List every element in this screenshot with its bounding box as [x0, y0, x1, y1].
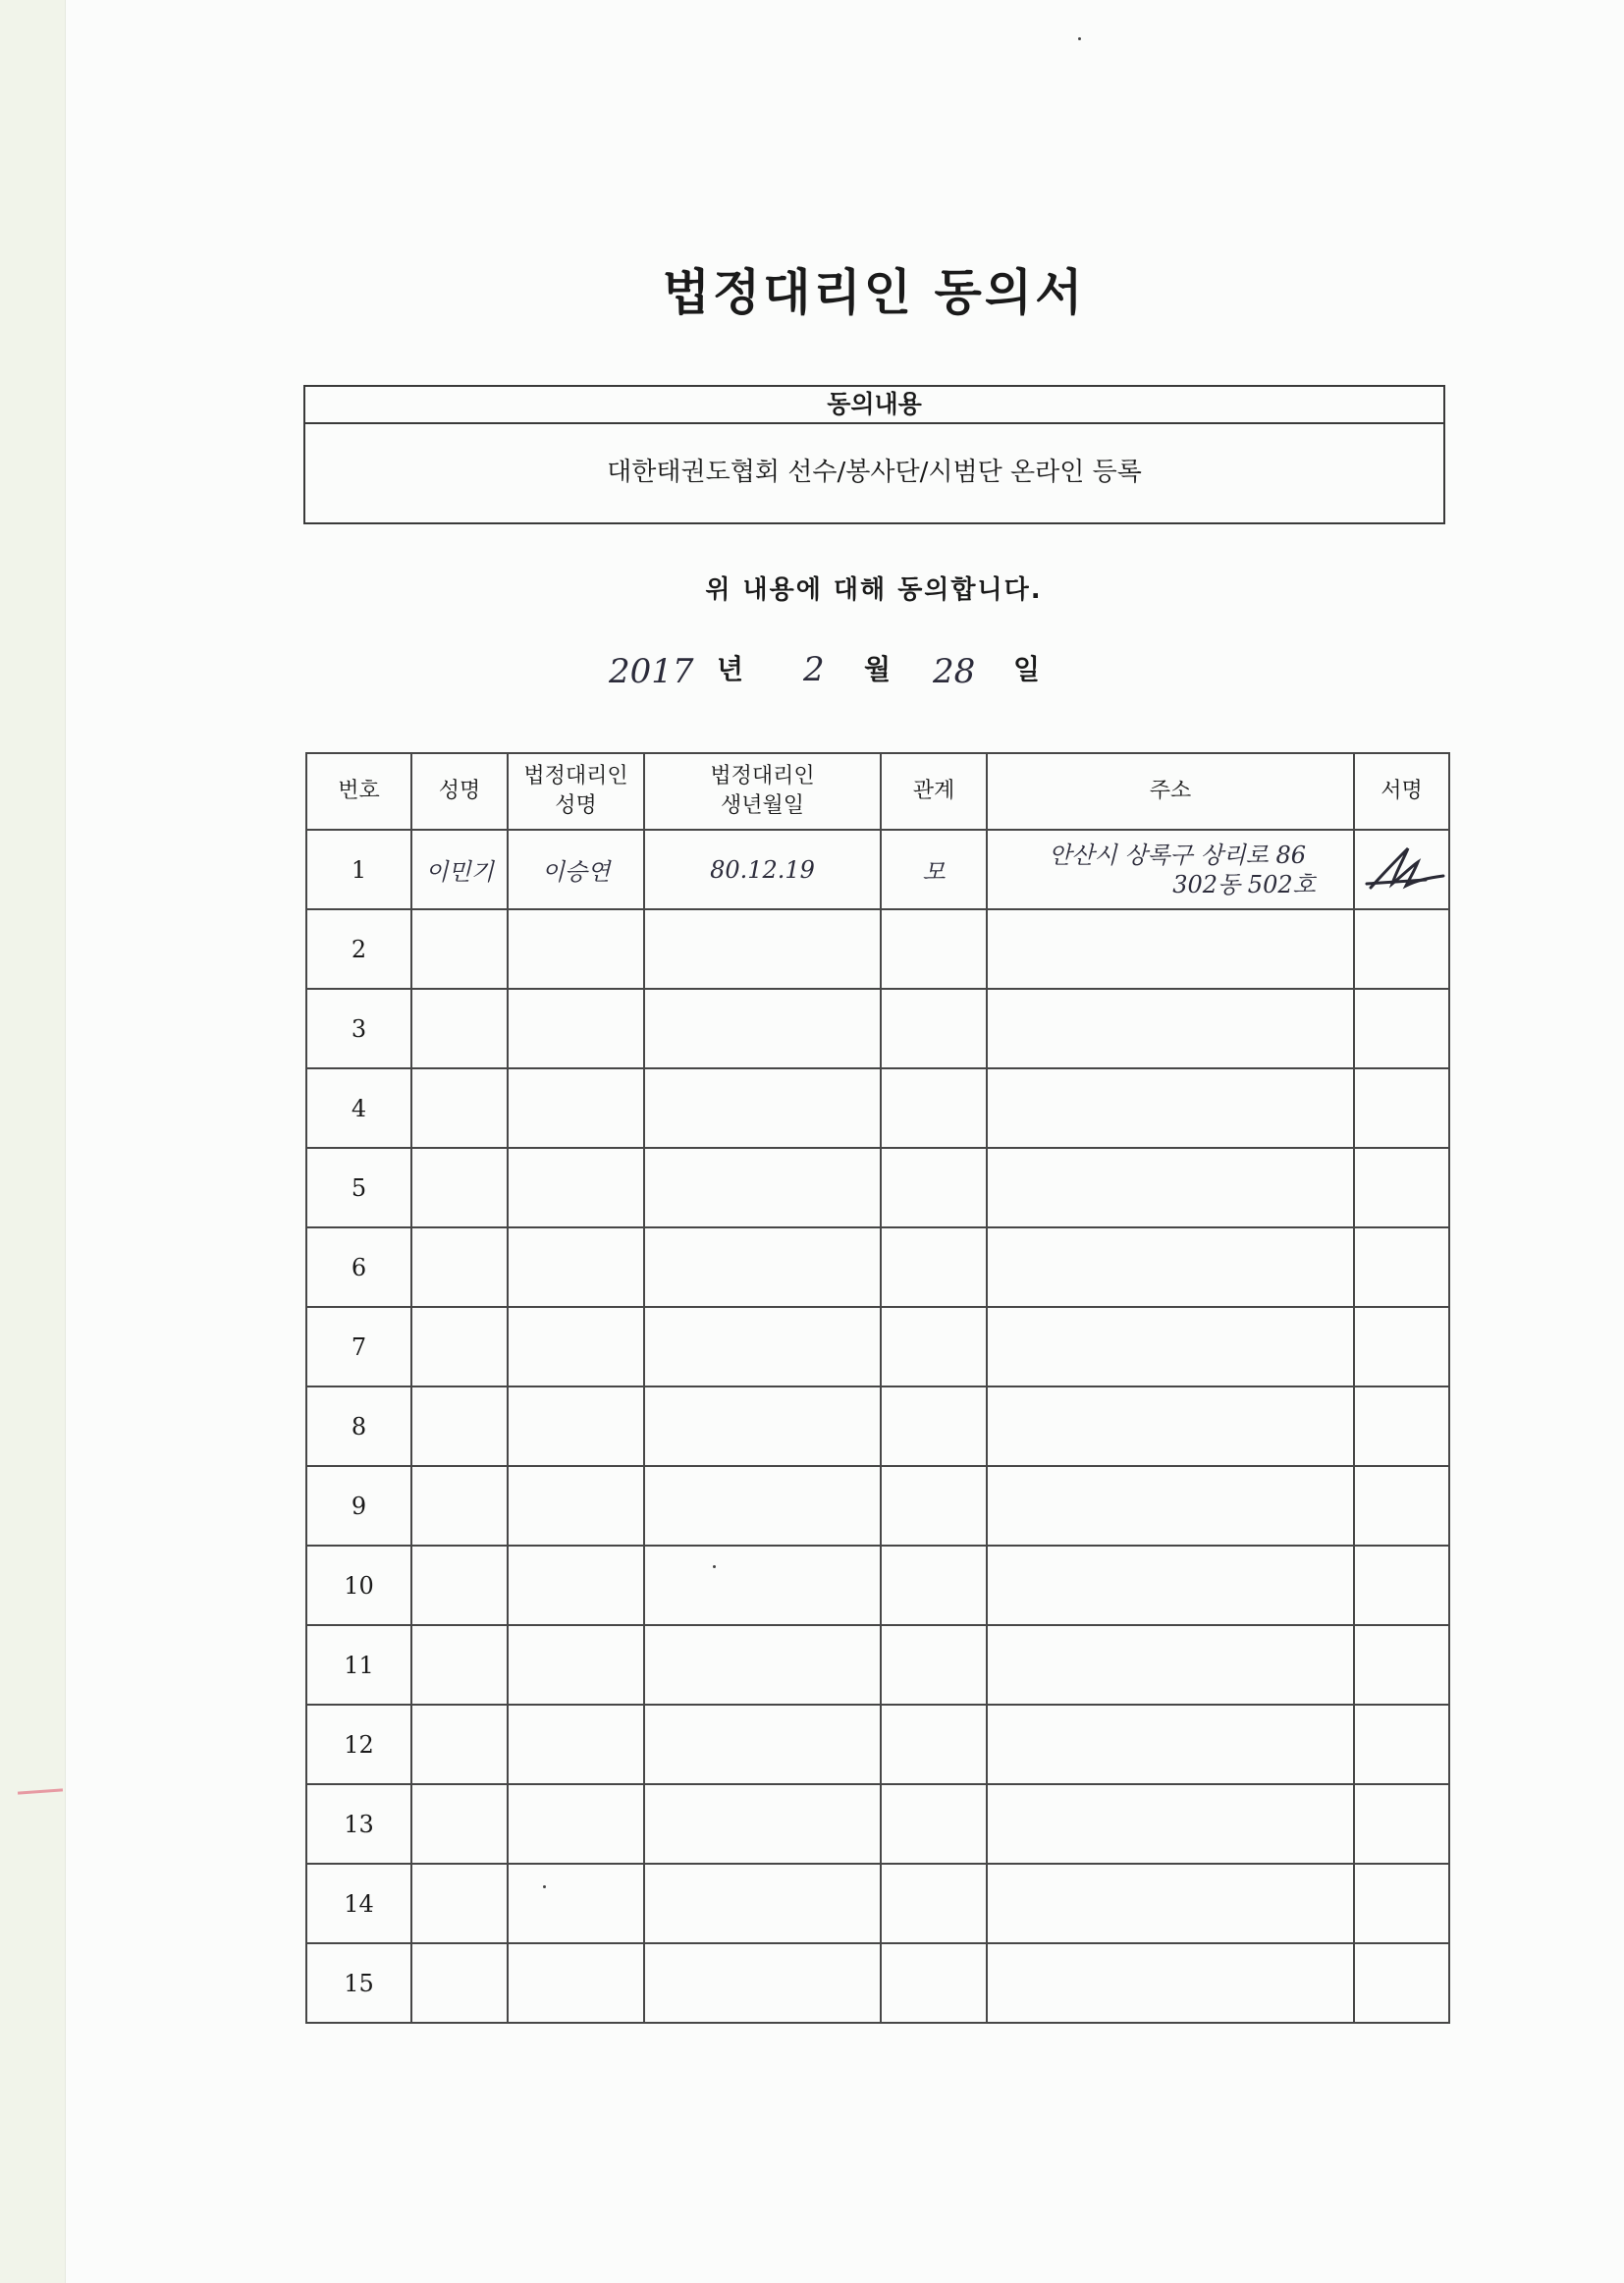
table-row: [306, 1864, 1449, 1943]
header-name: 성명: [411, 753, 508, 830]
cell-guardian-name: 이승연: [508, 830, 644, 909]
cell-no: 13: [306, 1784, 411, 1864]
consent-box-header: 동의내용: [305, 387, 1443, 424]
cell-name: 이민기: [411, 830, 508, 909]
header-no: 번호: [306, 753, 411, 830]
guardian-table: [305, 752, 1450, 2024]
table-row: [306, 830, 1449, 909]
cell-no: 1: [306, 830, 411, 909]
cell-no: 6: [306, 1227, 411, 1307]
date-month: 2: [803, 650, 825, 689]
document-title: 법정대리인 동의서: [662, 264, 1086, 321]
date-year: 2017: [609, 652, 694, 691]
address-line1: 안산시 상록구 상리로 86: [1048, 841, 1307, 869]
consent-box-content: 대한태권도협회 선수/봉사단/시범단 온라인 등록: [607, 458, 1142, 487]
cell-no: 8: [306, 1386, 411, 1466]
cell-no: 10: [306, 1546, 411, 1625]
table-row: [306, 909, 1449, 989]
cell-no: 14: [306, 1864, 411, 1943]
scan-left-strip: [0, 0, 66, 2283]
table-row: [306, 1546, 1449, 1625]
cell-signature: [1354, 830, 1449, 909]
signature-icon: [1357, 841, 1447, 899]
agreement-text: 위 내용에 대해 동의합니다.: [705, 575, 1043, 605]
cell-relation: 모: [881, 830, 987, 909]
address-line2: 302동 502호: [1172, 870, 1316, 898]
scan-speck: [1078, 37, 1081, 40]
header-guardian-birth: 법정대리인 생년월일: [644, 753, 881, 830]
cell-guardian-birth: 80.12.19: [644, 830, 881, 909]
table-row: [306, 1784, 1449, 1864]
date-day-unit: 일: [1013, 653, 1041, 685]
header-relation: 관계: [881, 753, 987, 830]
table-header-row: [306, 753, 1449, 830]
table-row: [306, 1307, 1449, 1386]
table-row: [306, 1386, 1449, 1466]
header-guardian-name: 법정대리인 성명: [508, 753, 644, 830]
cell-no: 3: [306, 989, 411, 1068]
cell-no: 11: [306, 1625, 411, 1705]
cell-no: 7: [306, 1307, 411, 1386]
table-row: [306, 1625, 1449, 1705]
table-row: [306, 1943, 1449, 2023]
date-year-unit: 년: [717, 653, 744, 685]
consent-box: [303, 385, 1445, 524]
table-row: [306, 1227, 1449, 1307]
cell-no: 5: [306, 1148, 411, 1227]
table-row: [306, 1068, 1449, 1148]
header-signature: 서명: [1354, 753, 1449, 830]
cell-no: 12: [306, 1705, 411, 1784]
table-row: [306, 1148, 1449, 1227]
table-row: [306, 1466, 1449, 1546]
date-day: 28: [933, 652, 976, 691]
date-month-unit: 월: [864, 653, 892, 685]
cell-no: 2: [306, 909, 411, 989]
header-address: 주소: [987, 753, 1354, 830]
table-row: [306, 989, 1449, 1068]
cell-address: [987, 830, 1354, 909]
cell-no: 4: [306, 1068, 411, 1148]
cell-no: 9: [306, 1466, 411, 1546]
table-row: [306, 1705, 1449, 1784]
cell-no: 15: [306, 1943, 411, 2023]
